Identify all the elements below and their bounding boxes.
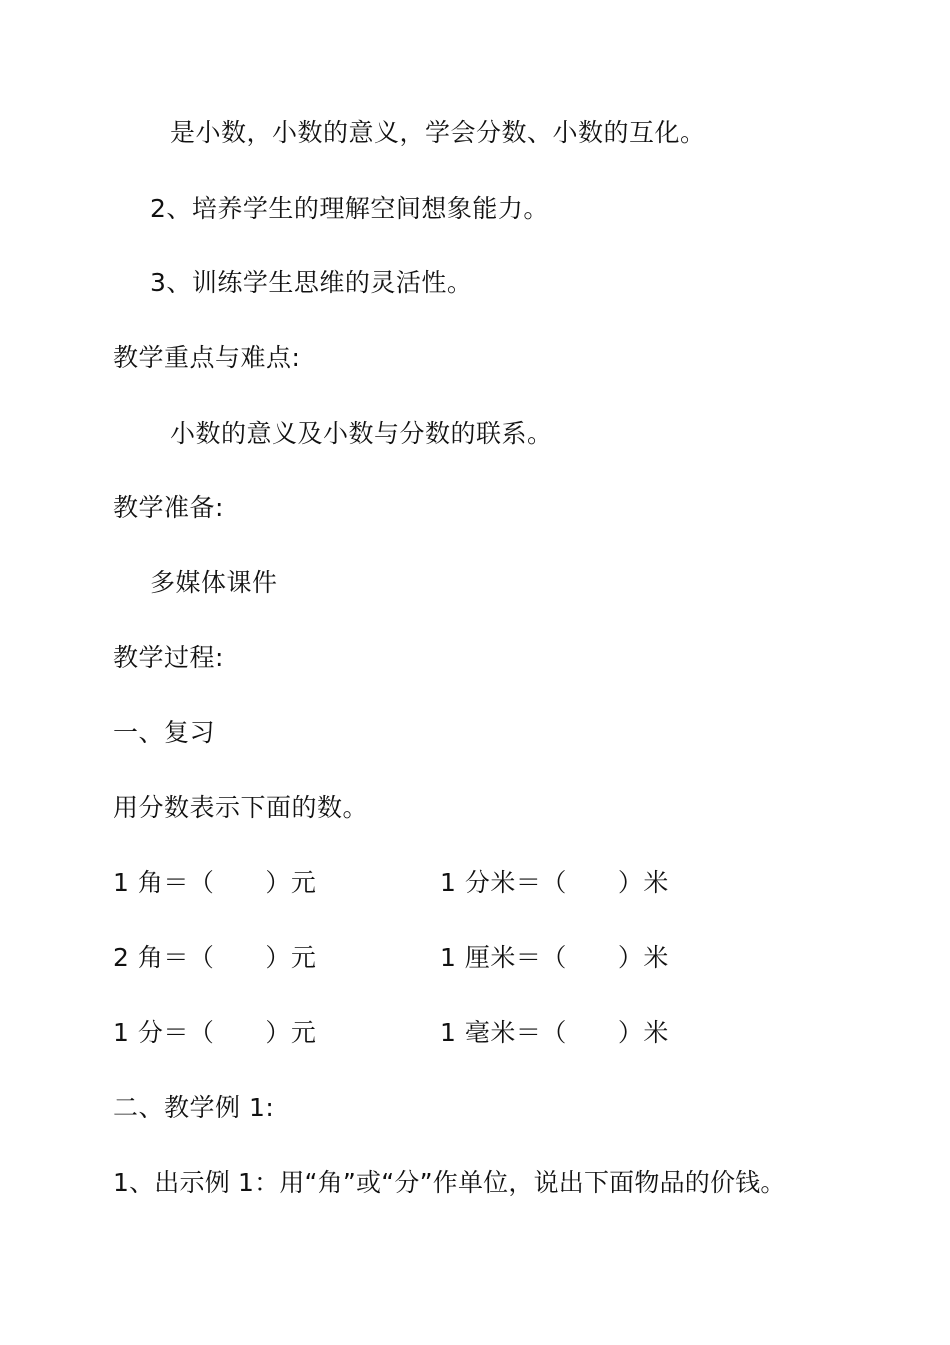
objective-line-continued: 是小数，小数的意义，学会分数、小数的互化。 <box>170 118 706 147</box>
conversion-right-1: 1 分米＝（ ）米 <box>440 868 669 897</box>
conversion-left-3: 1 分＝（ ）元 <box>113 1018 317 1047</box>
heading-process: 教学过程: <box>113 643 224 672</box>
conversion-right-2: 1 厘米＝（ ）米 <box>440 943 669 972</box>
objective-3: 3、训练学生思维的灵活性。 <box>150 268 473 297</box>
section-example-1: 二、教学例 1: <box>113 1093 275 1122</box>
key-points-text: 小数的意义及小数与分数的联系。 <box>170 419 553 448</box>
objective-2: 2、培养学生的理解空间想象能力。 <box>150 194 549 223</box>
heading-key-points: 教学重点与难点: <box>113 343 301 372</box>
conversion-left-2: 2 角＝（ ）元 <box>113 943 317 972</box>
example-1-text: 1、出示例 1：用“角”或“分”作单位，说出下面物品的价钱。 <box>113 1168 786 1197</box>
section-review: 一、复习 <box>113 718 216 747</box>
preparation-text: 多媒体课件 <box>150 568 278 597</box>
review-instruction: 用分数表示下面的数。 <box>113 793 369 822</box>
conversion-left-1: 1 角＝（ ）元 <box>113 868 317 897</box>
heading-preparation: 教学准备: <box>113 493 224 522</box>
conversion-right-3: 1 毫米＝（ ）米 <box>440 1018 669 1047</box>
